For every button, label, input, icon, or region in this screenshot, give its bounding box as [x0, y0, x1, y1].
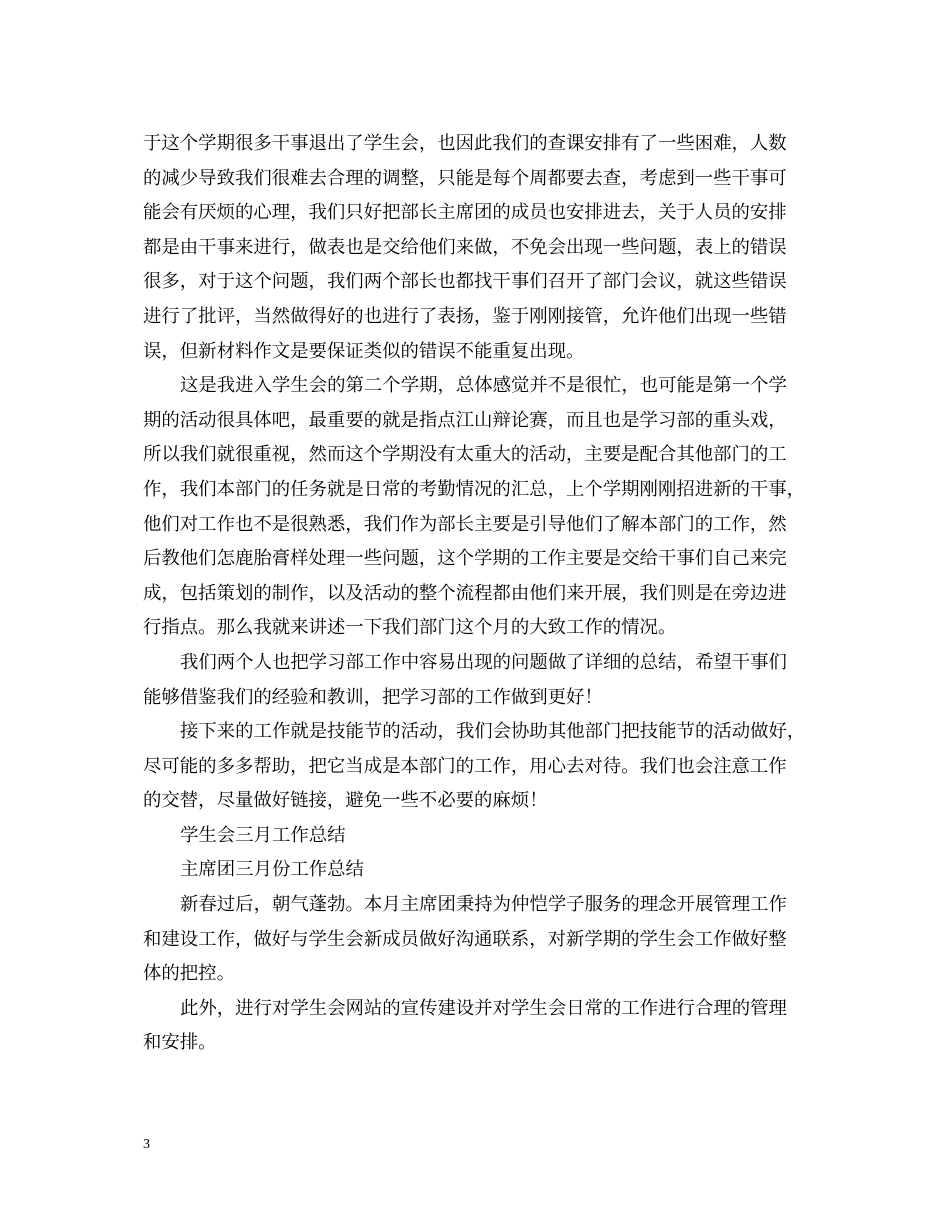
text-line: 和安排。 — [143, 1032, 217, 1054]
text-line: 能够借鉴我们的经验和教训，把学习部的工作做到更好！ — [143, 686, 603, 708]
text-line: 后教他们怎鹿胎膏样处理一些问题，这个学期的工作主要是交给干事们自己来完 — [143, 548, 787, 570]
text-line: 期的活动很具体吧，最重要的就是指点江山辩论赛，而且也是学习部的重头戏， — [143, 409, 787, 431]
body-text — [143, 127, 806, 1061]
text-line: 此外，进行对学生会网站的宣传建设并对学生会日常的工作进行合理的管理 — [180, 997, 787, 1019]
paragraph — [143, 819, 799, 854]
paragraph — [143, 646, 799, 715]
text-line: 能会有厌烦的心理，我们只好把部长主席团的成员也安排进去，关于人员的安排 — [143, 202, 787, 224]
text-line: 很多，对于这个问题，我们两个部长也都找干事们召开了部门会议，就这些错误 — [143, 271, 787, 293]
text-line: 的减少导致我们很难去合理的调整，只能是每个周都要去查，考虑到一些干事可 — [143, 167, 787, 189]
text-line: 误，但新材料作文是要保证类似的错误不能重复出现。 — [143, 340, 585, 362]
text-line: 体的把控。 — [143, 963, 235, 985]
paragraph — [143, 853, 799, 888]
paragraph — [143, 715, 806, 819]
text-line: 这是我进入学生会的第二个学期，总体感觉并不是很忙，也可能是第一个学 — [180, 375, 787, 397]
text-line: 都是由干事来进行，做表也是交给他们来做，不免会出现一些问题，表上的错误 — [143, 236, 787, 258]
text-line: 和建设工作，做好与学生会新成员做好沟通联系，对新学期的学生会工作做好整 — [143, 928, 787, 950]
text-line: 行指点。那么我就来讲述一下我们部门这个月的大致工作的情况。 — [143, 617, 677, 639]
paragraph — [143, 992, 799, 1061]
text-line: 的交替，尽量做好链接，避免一些不必要的麻烦！ — [143, 790, 548, 812]
paragraph — [143, 127, 799, 369]
page-number: 3 — [143, 1137, 150, 1152]
text-line: 接下来的工作就是技能节的活动，我们会协助其他部门把技能节的活动做好， — [180, 721, 806, 743]
text-line: 主席团三月份工作总结 — [180, 859, 364, 881]
paragraph — [143, 369, 806, 646]
text-line: 学生会三月工作总结 — [180, 824, 346, 846]
text-line: 成，包括策划的制作，以及活动的整个流程都由他们来开展，我们则是在旁边进 — [143, 582, 787, 604]
text-line: 进行了批评，当然做得好的也进行了表扬，鉴于刚刚接管，允许他们出现一些错 — [143, 305, 787, 327]
text-line: 他们对工作也不是很熟悉，我们作为部长主要是引导他们了解本部门的工作，然 — [143, 513, 787, 535]
paragraph — [143, 888, 799, 992]
text-line: 于这个学期很多干事退出了学生会，也因此我们的查课安排有了一些困难，人数 — [143, 133, 787, 154]
text-line: 新春过后，朝气蓬勃。本月主席团秉持为仲恺学子服务的理念开展管理工作 — [180, 894, 787, 916]
text-line: 所以我们就很重视，然而这个学期没有太重大的活动，主要是配合其他部门的工 — [143, 444, 787, 466]
text-line: 作，我们本部门的任务就是日常的考勤情况的汇总，上个学期刚刚招进新的干事， — [143, 478, 806, 500]
text-line: 尽可能的多多帮助，把它当成是本部门的工作，用心去对待。我们也会注意工作 — [143, 755, 787, 777]
text-line: 我们两个人也把学习部工作中容易出现的问题做了详细的总结，希望干事们 — [180, 651, 787, 673]
